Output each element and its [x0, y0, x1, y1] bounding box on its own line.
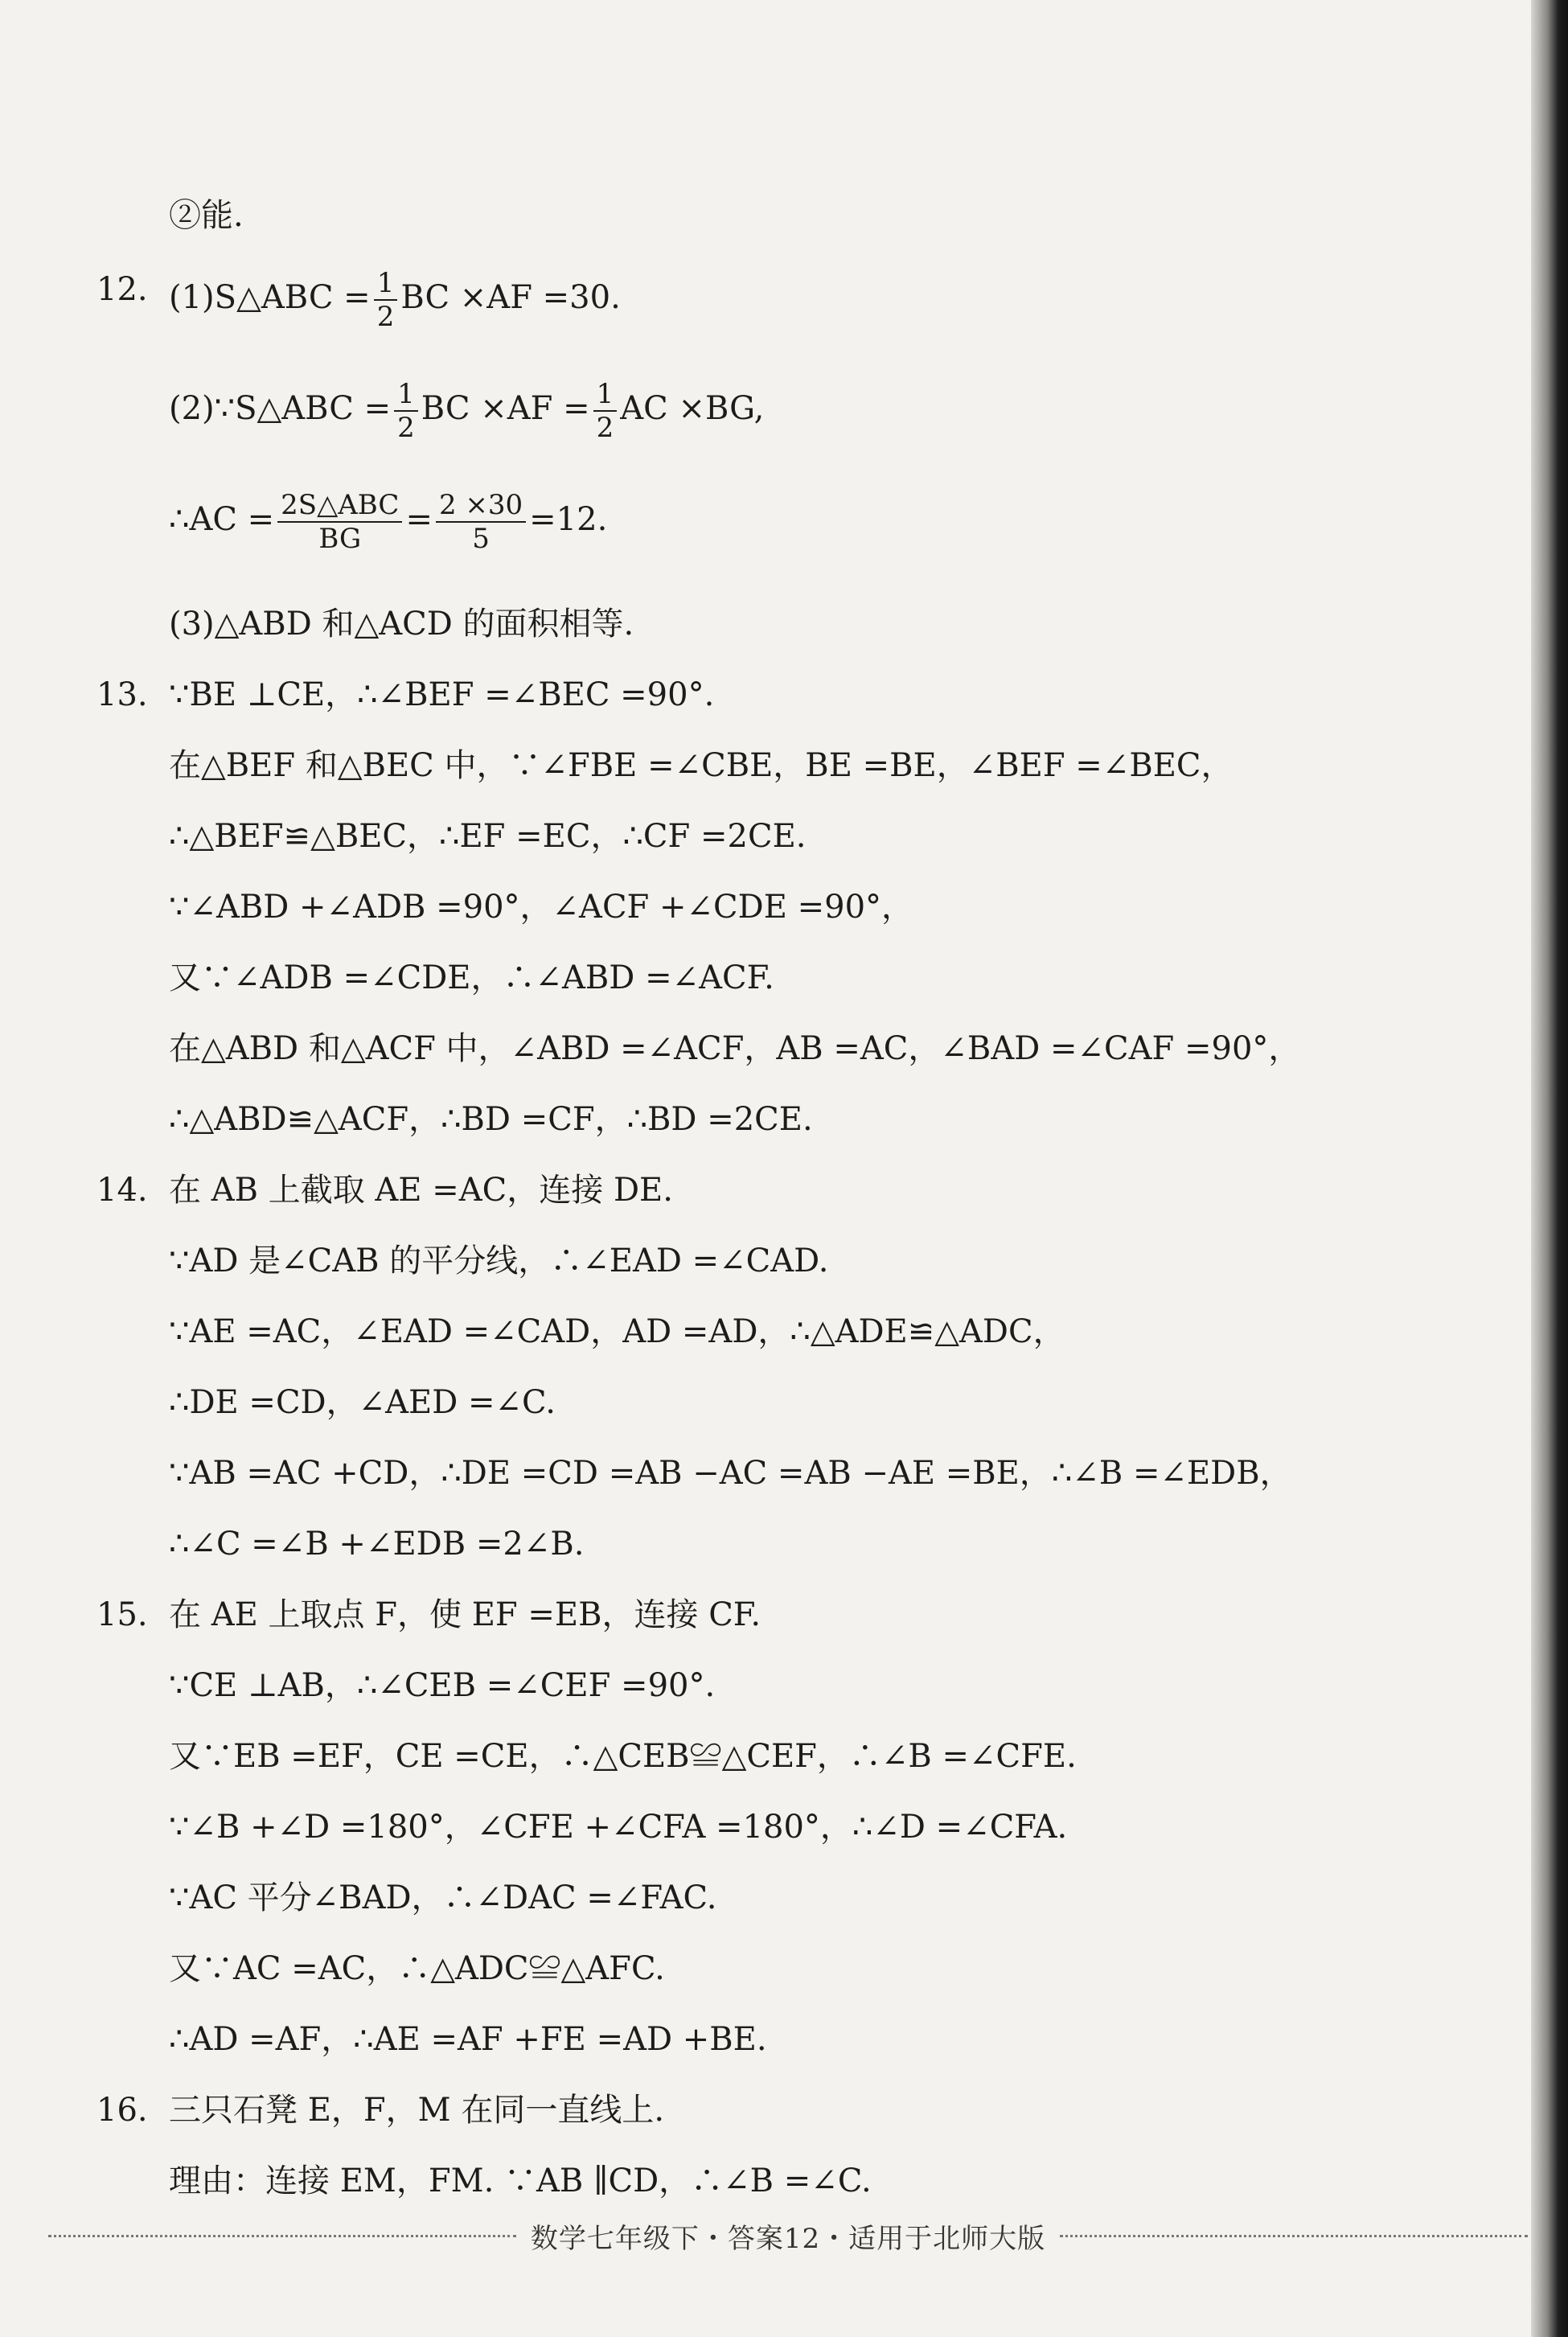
answer-text: ∵AB =AC +CD，∴DE =CD =AB −AC =AB −AE =BE，∴∠B =∠EDB，: [169, 1455, 1292, 1492]
answer-text: ∴∠C =∠B +∠EDB =2∠B.: [169, 1526, 585, 1563]
answer-text: ∴DE =CD，∠AED =∠C.: [169, 1384, 556, 1421]
answer-text: ∵AD 是∠CAB 的平分线，∴∠EAD =∠CAD.: [169, 1242, 829, 1279]
fraction-numerator: 1: [593, 378, 618, 412]
math-text: BC ×AF =: [421, 390, 590, 427]
fraction-denominator: 2: [397, 412, 415, 444]
answer-text: ∴△ABD≌△ACF，∴BD =CF，∴BD =2CE.: [169, 1101, 813, 1138]
answer-text: ∵AC 平分∠BAD，∴∠DAC =∠FAC.: [169, 1879, 717, 1916]
answer-text: (3)△ABD 和△ACD 的面积相等.: [169, 606, 634, 643]
fraction: [593, 378, 618, 444]
page-edge-shadow: [1531, 0, 1568, 2337]
answer-text: ∴AD =AF，∴AE =AF +FE =AD +BE.: [169, 2021, 767, 2058]
math-text: =12.: [529, 501, 608, 538]
problem-number: 13.: [96, 676, 148, 713]
answer-text: ∵BE ⊥CE，∴∠BEF =∠BEC =90°.: [169, 676, 715, 713]
math-text: (1)S△ABC =: [169, 279, 371, 316]
fraction: [436, 489, 526, 555]
fraction-denominator: 2: [596, 412, 614, 444]
math-text: BC ×AF =30.: [400, 279, 621, 316]
math-text: ∴AC =: [169, 501, 275, 538]
answer-text: ∴△BEF≌△BEC，∴EF =EC，∴CF =2CE.: [169, 818, 807, 855]
math-text: AC ×BG,: [620, 390, 765, 427]
answer-text: 又∵∠ADB =∠CDE，∴∠ABD =∠ACF.: [169, 959, 774, 996]
problem-number: 14.: [96, 1172, 148, 1209]
answer-text: 在△ABD 和△ACF 中，∠ABD =∠ACF，AB =AC，∠BAD =∠CAF =90°，: [169, 1030, 1301, 1067]
answer-text: 在 AB 上截取 AE =AC，连接 DE.: [169, 1172, 673, 1209]
answer-text: 又∵EB =EF，CE =CE，∴△CEB≌△CEF，∴∠B =∠CFE.: [169, 1738, 1077, 1775]
answer-text: 在△BEF 和△BEC 中，∵∠FBE =∠CBE，BE =BE，∠BEF =∠BEC，: [169, 747, 1233, 784]
answer-text: [169, 378, 764, 444]
page-footer: [48, 2216, 1528, 2256]
footer-rule-right: [1060, 2235, 1528, 2237]
answer-text: [169, 267, 621, 333]
fraction: [277, 489, 402, 555]
fraction-numerator: 2 ×30: [436, 489, 526, 523]
footer-rule-left: [48, 2235, 516, 2237]
problem-number: 15.: [96, 1596, 148, 1633]
fraction-numerator: 1: [394, 378, 418, 412]
answer-text: ∵∠ABD +∠ADB =90°，∠ACF +∠CDE =90°，: [169, 889, 914, 926]
answer-text: 理由：连接 EM，FM. ∵AB ∥CD，∴∠B =∠C.: [169, 2162, 872, 2199]
answer-text: 三只石凳 E，F，M 在同一直线上.: [169, 2092, 665, 2129]
fraction: [394, 378, 418, 444]
fraction-numerator: 2S△ABC: [277, 489, 402, 523]
fraction-denominator: BG: [318, 523, 362, 555]
answer-text: ②能.: [169, 197, 244, 234]
answer-text: ∵CE ⊥AB，∴∠CEB =∠CEF =90°.: [169, 1667, 716, 1704]
problem-number: 16.: [96, 2092, 148, 2129]
fraction-denominator: 5: [472, 523, 490, 555]
answer-text: ∵AE =AC，∠EAD =∠CAD，AD =AD，∴△ADE≌△ADC，: [169, 1313, 1065, 1350]
answer-text: [169, 489, 607, 555]
problem-number: 12.: [96, 271, 148, 308]
fraction-denominator: 2: [376, 301, 395, 333]
answer-text: 在 AE 上取点 F，使 EF =EB，连接 CF.: [169, 1596, 761, 1633]
math-text: =: [405, 501, 433, 538]
fraction: [374, 267, 398, 333]
footer-text: 数学七年级下・答案12・适用于北师大版: [530, 2223, 1046, 2255]
answer-text: 又∵AC =AC，∴△ADC≌△AFC.: [169, 1950, 665, 1987]
math-text: (2)∵S△ABC =: [169, 390, 392, 427]
answer-text: ∵∠B +∠D =180°，∠CFE +∠CFA =180°，∴∠D =∠CFA.: [169, 1809, 1068, 1846]
fraction-numerator: 1: [374, 267, 398, 301]
